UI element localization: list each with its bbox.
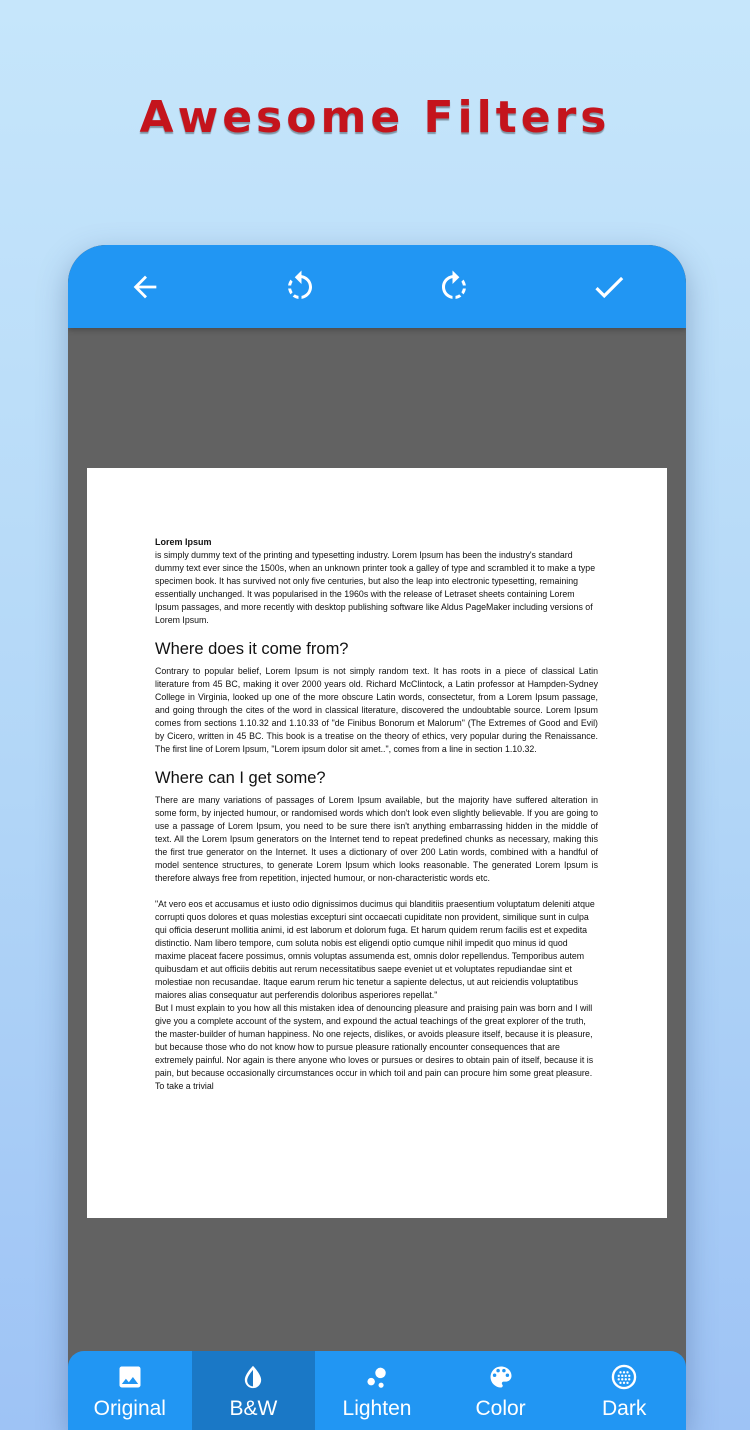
document-paragraph-4: But I must explain to you how all this mistaken idea of denouncing pleasure and praising pain was born and I will give you a complete account of the system, and expound the actual teachings of the great explorer of the truth, the master-builder of human happiness. No one rejects, dislikes, or avoids pleasure itself, because it is pleasure, but because those who do not know how to pursue pleasure rationally encounter consequences that are extremely painful. Nor again is there anyone who loves or pursues or desires to obtain pain of itself, because it is pain, but because occasionally circumstances occur in which toil and pain can procure him some great pleasure. To take a trivial bbox=[155, 1003, 594, 1091]
palette-icon bbox=[487, 1363, 515, 1391]
confirm-button[interactable] bbox=[582, 260, 636, 314]
check-icon bbox=[590, 268, 628, 306]
filter-dark[interactable] bbox=[562, 1351, 686, 1430]
document-heading-1: Where does it come from? bbox=[155, 640, 349, 658]
document-paragraph-2: There are many variations of passages of Lorem Ipsum available, but the majority have suffered alteration in some form, by injected humour, or randomised words which don't look even slightly believable. If you are going to use a passage of Lorem Ipsum, you need to be sure there isn't anything embarrassing hidden in the middle of text. All the Lorem Ipsum generators on the Internet tend to repeat predefined chunks as necessary, making this the first true generator on the Internet. It uses a dictionary of over 200 Latin words, combined with a handful of model sentence structures, to generate Lorem Ipsum which looks reasonable. The generated Lorem Ipsum is therefore always free from repetition, injected humour, or non-characteristic words etc. bbox=[155, 795, 598, 883]
image-icon bbox=[116, 1363, 144, 1391]
document-content bbox=[155, 536, 598, 1093]
filter-label: Lighten bbox=[342, 1397, 412, 1420]
contrast-drop-icon bbox=[239, 1363, 267, 1391]
back-arrow-icon bbox=[128, 270, 162, 304]
document-preview bbox=[87, 468, 667, 1218]
document-lead-title: Lorem Ipsum bbox=[155, 537, 212, 547]
bubbles-icon bbox=[363, 1363, 391, 1391]
headline: Awesome Filters bbox=[139, 92, 611, 143]
filter-label: Original bbox=[93, 1397, 166, 1420]
filter-label: Color bbox=[475, 1397, 526, 1420]
rotate-right-icon bbox=[436, 269, 472, 305]
filter-label: B&W bbox=[229, 1397, 278, 1420]
document-paragraph-3: "At vero eos et accusamus et iusto odio dignissimos ducimus qui blanditiis praesentium voluptatum deleniti atque corrupti quos dolores et quas molestias excepturi sint occaecati cupiditate non provident, similique sunt in culpa qui officia deserunt mollitia animi, id est laborum et dolorum fuga. Et harum quidem rerum facilis est et expedita distinctio. Nam libero tempore, cum soluta nobis est eligendi optio cumque nihil impedit quo minus id quod maxime placeat facere possimus, omnis voluptas assumenda est, omnis dolor repellendus. Temporibus autem quibusdam et aut officiis debitis aut rerum necessitatibus saepe eveniet ut et voluptates repudiandae sint et molestiae non recusandae. Itaque earum rerum hic tenetur a sapiente delectus, ut aut reiciendis voluptatibus maiores alias consequatur aut perferendis doloribus asperiores repellat." bbox=[155, 899, 595, 1000]
phone-frame bbox=[68, 245, 686, 1430]
filter-color[interactable] bbox=[439, 1351, 563, 1430]
document-paragraph-1: Contrary to popular belief, Lorem Ipsum is not simply random text. It has roots in a piece of classical Latin literature from 45 BC, making it over 2000 years old. Richard McClintock, a Latin professor at Hampden-Sydney College in Virginia, looked up one of the more obscure Latin words, consectetur, from a Lorem Ipsum passage, and going through the cites of the word in classical literature, discovered the undoubtable source. Lorem Ipsum comes from sections 1.10.32 and 1.10.33 of "de Finibus Bonorum et Malorum" (The Extremes of Good and Evil) by Cicero, written in 45 BC. This book is a treatise on the theory of ethics, very popular during the Renaissance. The first line of Lorem Ipsum, "Lorem ipsum dolor sit amet..", comes from a line in section 1.10.32. bbox=[155, 666, 598, 754]
back-button[interactable] bbox=[118, 260, 172, 314]
filter-bw[interactable] bbox=[192, 1351, 316, 1430]
document-lead-text: is simply dummy text of the printing and typesetting industry. Lorem Ipsum has been the industry's standard dummy text ever since the 1500s, when an unknown printer took a galley of type and scrambled it to make a type specimen book. It has survived not only five centuries, but also the leap into electronic typesetting, remaining essentially unchanged. It was popularised in the 1960s with the release of Letraset sheets containing Lorem Ipsum passages, and more recently with desktop publishing software like Aldus PageMaker including versions of Lorem Ipsum. bbox=[155, 550, 596, 625]
rotate-left-icon bbox=[282, 269, 318, 305]
filter-bar bbox=[68, 1351, 686, 1430]
document-heading-2: Where can I get some? bbox=[155, 769, 326, 787]
dots-circle-icon bbox=[610, 1363, 638, 1391]
filter-original[interactable] bbox=[68, 1351, 192, 1430]
top-toolbar bbox=[68, 245, 686, 328]
filter-lighten[interactable] bbox=[315, 1351, 439, 1430]
rotate-left-button[interactable] bbox=[273, 260, 327, 314]
filter-label: Dark bbox=[602, 1397, 647, 1420]
rotate-right-button[interactable] bbox=[427, 260, 481, 314]
